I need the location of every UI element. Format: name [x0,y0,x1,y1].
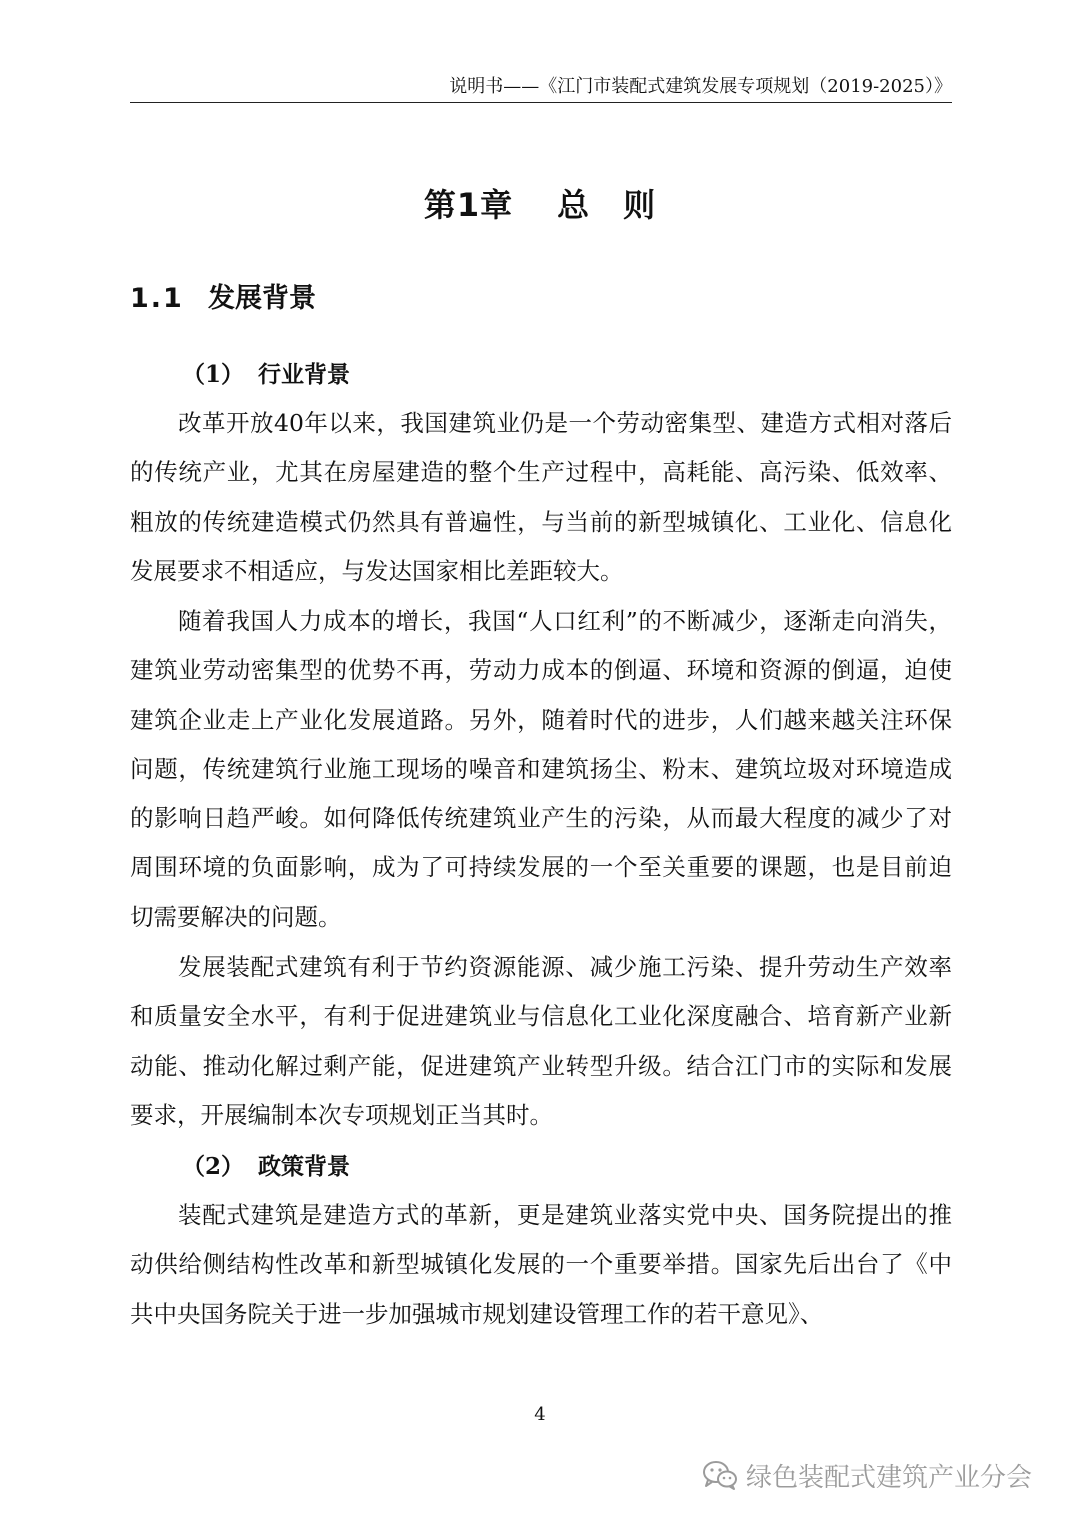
page-number: 4 [534,1404,546,1425]
wechat-icon [702,1459,738,1491]
subsection-label: 行业背景 [258,361,351,388]
paragraph-industry-2: 随着我国人力成本的增长，我国“人口红利”的不断减少，逐渐走向消失，建筑业劳动密集型的优势不再，劳动力成本的倒逼、环境和资源的倒逼，迫使建筑企业走上产业化发展道路。另外，随着时代的进步，人们越来越关注环保问题，传统建筑行业施工现场的噪音和建筑扬尘、粉末、建筑垃圾对环境造成的影响日趋严峻。如何降低传统建筑业产生的污染，从而最大程度的减少了对周围环境的负面影响，成为了可持续发展的一个至关重要的课题，也是目前迫切需要解决的问题。 [130,607,952,931]
watermark-text: 绿色装配式建筑产业分会 [746,1462,1033,1493]
subsection-heading-policy [182,1152,350,1182]
chapter-name: 总 则 [557,186,657,224]
section-name: 发展背景 [208,283,316,314]
watermark [702,1450,1064,1500]
running-header: 说明书——《江门市装配式建筑发展专项规划（2019-2025）》 [130,76,952,103]
section-title [130,279,316,319]
chapter-number: 第1章 [423,186,514,224]
section-number: 1.1 [130,283,184,314]
subsection-label: 政策背景 [258,1153,351,1180]
paragraph-industry-1: 改革开放40年以来，我国建筑业仍是一个劳动密集型、建造方式相对落后的传统产业，尤其在房屋建造的整个生产过程中，高耗能、高污染、低效率、粗放的传统建造模式仍然具有普遍性，与当前的新型城镇化、工业化、信息化发展要求不相适应，与发达国家相比差距较大。 [130,409,952,585]
paragraph-policy-1: 装配式建筑是建造方式的革新，更是建筑业落实党中央、国务院提出的推动供给侧结构性改革和新型城镇化发展的一个重要举措。国家先后出台了《中共中央国务院关于进一步加强城市规划建设管理工作的若干意见》、 [130,1201,952,1328]
subsection-number: （2） [182,1153,245,1180]
subsection-number: （1） [182,361,245,388]
paragraph-industry-3: 发展装配式建筑有利于节约资源能源、减少施工污染、提升劳动生产效率和质量安全水平，有利于促进建筑业与信息化工业化深度融合、培育新产业新动能、推动化解过剩产能，促进建筑产业转型升级。结合江门市的实际和发展要求，开展编制本次专项规划正当其时。 [130,953,952,1129]
subsection-heading-industry [182,360,350,390]
chapter-title [0,183,1080,227]
